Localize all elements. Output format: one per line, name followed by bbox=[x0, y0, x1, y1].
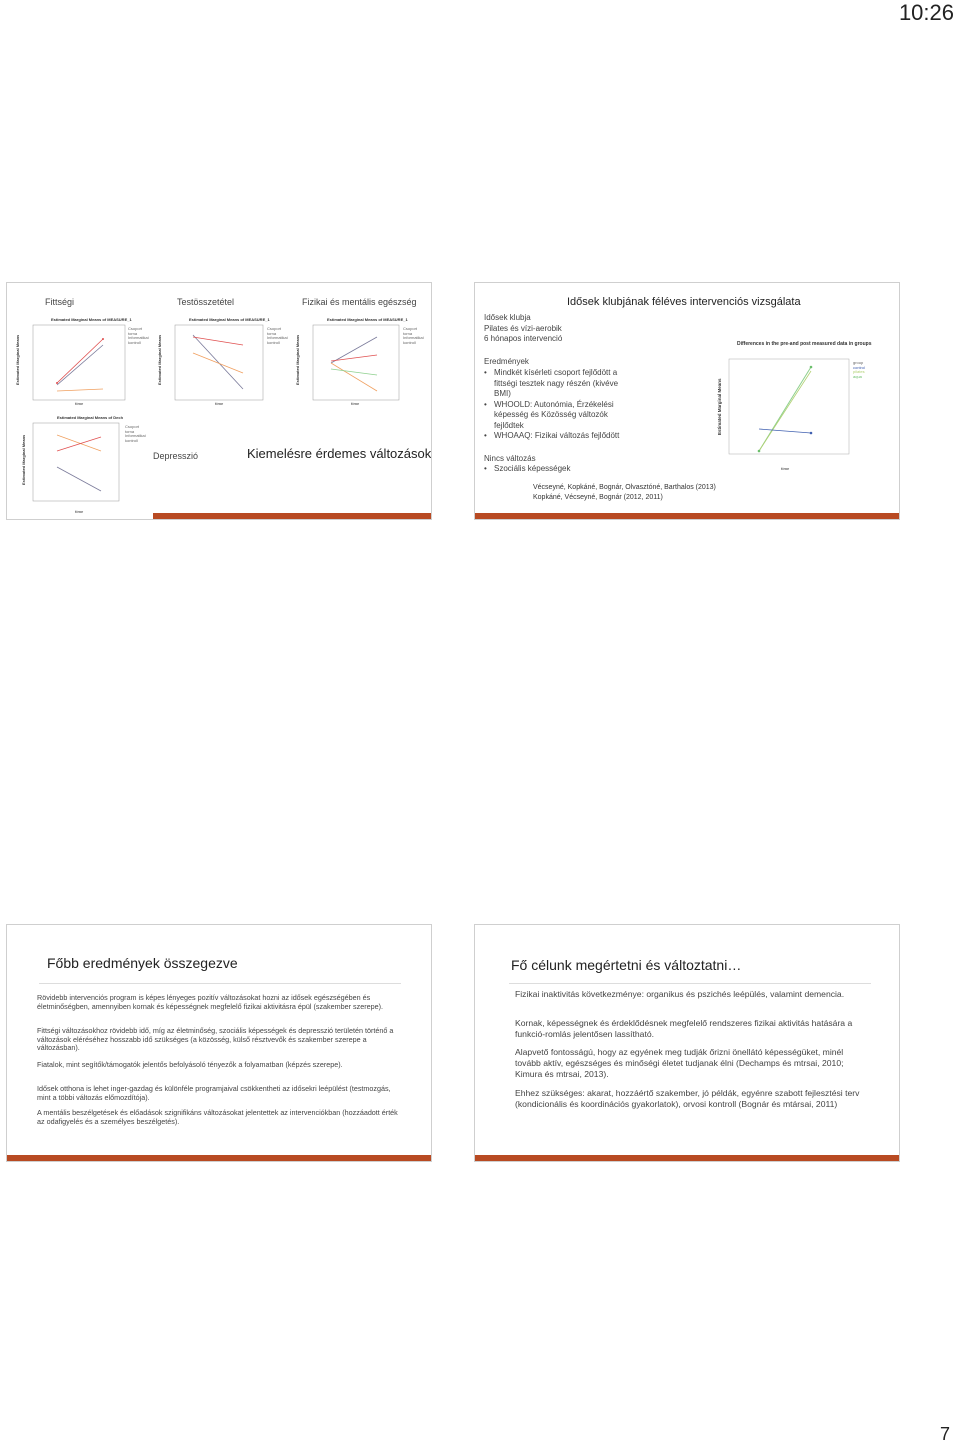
legend-item: Informatikai bbox=[128, 335, 149, 340]
slide-footer-bar bbox=[153, 513, 431, 519]
chart-plot bbox=[11, 315, 141, 407]
intro-item: Pilates és vízi-aerobik bbox=[484, 323, 562, 333]
legend-item: tornа bbox=[128, 330, 138, 336]
chart-testosszetetel bbox=[153, 315, 293, 407]
data-point bbox=[758, 450, 761, 453]
data-point bbox=[56, 382, 58, 384]
y-axis-label: Estimated Marginal Means bbox=[157, 334, 162, 385]
slide-footer-bar bbox=[475, 1155, 899, 1161]
data-point bbox=[102, 338, 104, 340]
slide-charts-overview bbox=[6, 282, 432, 520]
series-line bbox=[193, 337, 243, 345]
paragraph: Fittségi változásokhoz rövidebb idő, míg az életminőség, szociális képességek és depresszió területén történő a változások eléréséhez hosszabb idő szükséges (a közösség, külső résztvevők és szakember szerepe a változásban). bbox=[37, 1026, 394, 1053]
legend-item: kontroll bbox=[128, 339, 141, 345]
series-line bbox=[331, 355, 377, 361]
slide-fo-celunk bbox=[474, 924, 900, 1162]
legend-item: control bbox=[853, 364, 866, 370]
legend-item: Informatikai bbox=[267, 335, 288, 340]
title-underline bbox=[39, 983, 401, 984]
eredmeny-item: • WHOAAQ: Fizikai változás fejlődött bbox=[484, 431, 634, 442]
intro-item: 6 hónapos intervenció bbox=[484, 334, 563, 343]
paragraph: A mentális beszélgetések és előadások szignifikáns változásokat jelentettek az intervenciókban (hozzáadott érték az odafigyelés és a személyes beszélgetés). bbox=[37, 1108, 398, 1126]
nincs-item: • Szociális képességek bbox=[484, 464, 570, 475]
chart-title: Estimated Marginal Means of MEASURE_1 bbox=[327, 317, 408, 322]
x-axis-label: time bbox=[215, 401, 224, 406]
chart-title: Estimated Marginal Means of Dech bbox=[57, 415, 124, 420]
chart-title: Estimated Marginal Means of MEASURE_1 bbox=[189, 317, 270, 322]
slide-title: Idősek klubjának féléves intervenciós vizsgálata bbox=[567, 296, 801, 308]
y-axis-label: Estimated Marginal Means bbox=[295, 334, 300, 385]
label-fizikai-mentalis: Fizikai és mentális egészség bbox=[302, 297, 417, 307]
eredmeny-item: • WHOOLD: Autonómia, Érzékelési képesség és Közösség változók fejlődtek bbox=[484, 400, 634, 432]
x-axis-label: time bbox=[75, 401, 84, 406]
legend-item: tornа bbox=[403, 330, 413, 336]
paragraph: Alapvető fontosságú, hogy az egyének meg tudják őrizni önellátó képességüket, minél tovább aktív, egészséges és minőségi életet tudjanak élni (Dechamps és mtrsai, 2010; Kimura és mtrsai, 2013). bbox=[515, 1047, 844, 1079]
data-point bbox=[810, 432, 813, 435]
legend-item: pilates bbox=[853, 369, 865, 374]
series-line bbox=[759, 429, 811, 433]
y-axis-label: Estimated Marginal Means bbox=[717, 378, 722, 435]
series-line bbox=[193, 353, 243, 373]
intro-list bbox=[484, 313, 562, 345]
label-kiemelesre: Kiemelésre érdemes változások bbox=[247, 446, 432, 461]
legend-item: Csoport bbox=[403, 326, 418, 331]
slide-footer-bar bbox=[475, 513, 899, 519]
chart-title: Estimated Marginal Means of MEASURE_1 bbox=[51, 317, 132, 322]
slide-title: Fő célunk megértetni és változtatni… bbox=[511, 957, 742, 973]
label-depresszio: Depresszió bbox=[153, 451, 199, 461]
legend-item: Csoport bbox=[125, 424, 140, 429]
paragraph: Idősek otthona is lehet inger-gazdag és különféle programjaival csökkentheti az idősekri leépülést (testmozgás, mint a többi változás előmozdítója). bbox=[37, 1084, 391, 1102]
legend-title: group bbox=[853, 360, 864, 365]
slide-idosek-klubja bbox=[474, 282, 900, 520]
legend-item: Csoport bbox=[128, 326, 143, 331]
x-axis-label: time bbox=[75, 509, 84, 514]
legend-item: Informatikai bbox=[125, 433, 146, 438]
paragraph: Ehhez szükséges: akarat, hozzáértő szakember, jó példák, egyénre szabott fejlesztési terv (kondicionális és koordinációs gyakorlatok), orvosi kontroll (Bognár és mtársai, 2011) bbox=[515, 1088, 860, 1109]
series-line bbox=[57, 345, 103, 385]
chart-fittsegi bbox=[11, 315, 149, 407]
paragraph: Fizikai inaktivitás következménye: organikus és pszichés leépülés, valamint demencia. bbox=[515, 989, 845, 999]
y-axis-label: Estimated Marginal Means bbox=[15, 334, 20, 385]
slide-title: Főbb eredmények összegezve bbox=[47, 955, 238, 971]
legend-item: Informatikai bbox=[403, 335, 424, 340]
chart-plot bbox=[711, 339, 897, 469]
y-axis-label: Estimated Marginal Means bbox=[21, 434, 26, 485]
reference-1: Vécseyné, Kopkáné, Bognár, Olvasztóné, Barthalos (2013) bbox=[533, 484, 716, 491]
label-testosszetetel: Testösszetétel bbox=[177, 297, 235, 307]
data-point bbox=[810, 366, 813, 369]
eredmenyek-label: Eredmények bbox=[484, 357, 529, 366]
legend-item: Csoport bbox=[267, 326, 282, 331]
slide-fobb-eredmenyek bbox=[6, 924, 432, 1162]
paragraph: Rövidebb intervenciós program is képes lényeges pozitív változásokat hozni az idősek egészségében és életminőségben, amennyiben kornak és képességnek megfelelő fizikai aktivitásra épül (szakember szerepe). bbox=[37, 993, 383, 1011]
clock: 10:26 bbox=[898, 0, 954, 25]
legend bbox=[125, 425, 146, 443]
legend bbox=[403, 327, 424, 345]
title-underline bbox=[509, 983, 871, 984]
chart-title: Differences in the pre-and post measured data in groups bbox=[737, 341, 872, 347]
series-line bbox=[331, 363, 377, 391]
legend-item: kontroll bbox=[267, 339, 280, 345]
nincs-list bbox=[484, 464, 570, 475]
series-line bbox=[331, 337, 377, 363]
legend bbox=[853, 361, 865, 379]
series-line bbox=[193, 335, 243, 389]
label-fittsegi: Fittségi bbox=[45, 297, 75, 307]
legend-item: tornа bbox=[125, 428, 135, 434]
page-number: 7 bbox=[939, 1424, 950, 1444]
chart-fizikai-mentalis bbox=[291, 315, 431, 407]
chart-depresszio bbox=[11, 411, 153, 517]
legend-item: kontroll bbox=[403, 339, 416, 345]
chart-differences bbox=[711, 339, 897, 469]
series-line bbox=[57, 389, 103, 391]
series-line bbox=[759, 371, 811, 451]
legend-item: tornа bbox=[267, 330, 277, 336]
x-axis-label: time bbox=[351, 401, 360, 406]
x-axis-label: time bbox=[781, 466, 790, 471]
eredmenyek-list bbox=[484, 368, 634, 442]
paragraph: Kornak, képességnek és érdeklődésnek megfelelő rendszeres fizikai aktivitás hatására a funkció-romlás jelentősen lassítható. bbox=[515, 1018, 853, 1039]
eredmeny-item: • Mindkét kísérleti csoport fejlődött a fittségi tesztek nagy részén (kivéve BMI) bbox=[484, 368, 634, 400]
legend-item: kontroll bbox=[125, 437, 138, 443]
series-line bbox=[331, 369, 377, 375]
legend bbox=[267, 327, 288, 345]
legend-item: aqua bbox=[853, 373, 862, 379]
series-line bbox=[57, 339, 103, 383]
legend bbox=[128, 327, 149, 345]
reference-2: Kopkáné, Vécseyné, Bognár (2012, 2011) bbox=[533, 494, 663, 501]
series-line bbox=[57, 467, 101, 491]
slide-footer-bar bbox=[7, 1155, 431, 1161]
nincs-label: Nincs változás bbox=[484, 454, 536, 463]
intro-item: Idősek klubja bbox=[484, 313, 531, 322]
paragraph: Fiatalok, mint segítők/támogatók jelentős befolyásoló tényezők a folyamatban (képzés szerepe). bbox=[37, 1060, 343, 1069]
